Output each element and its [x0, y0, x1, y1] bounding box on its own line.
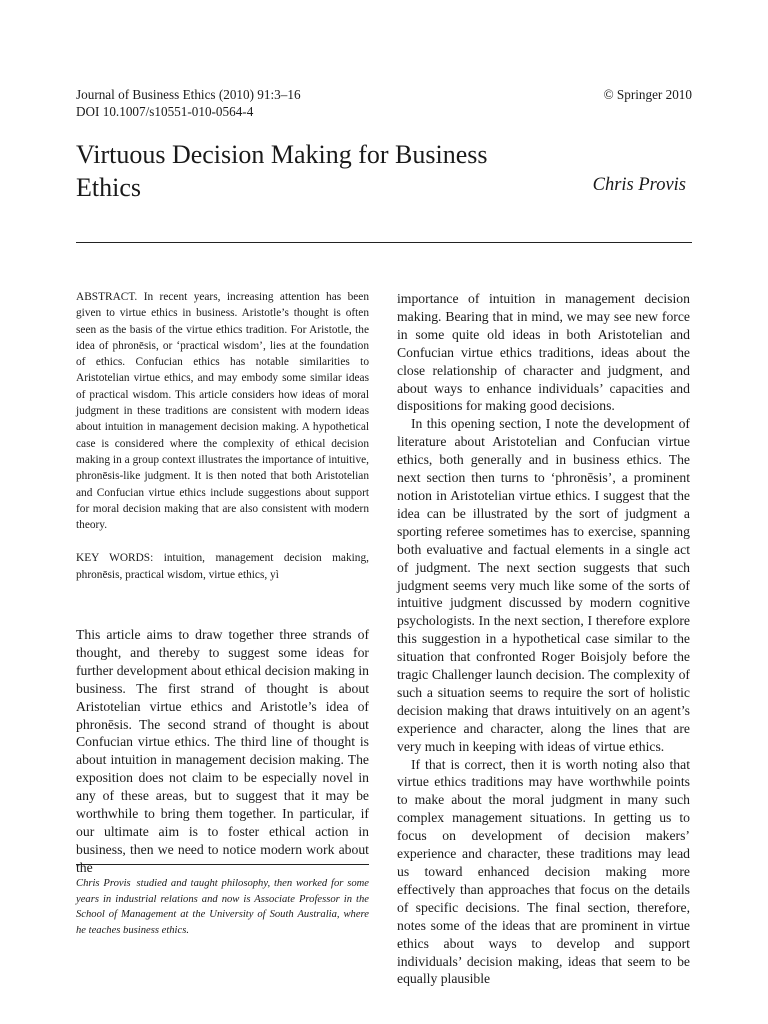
paragraph: This article aims to draw together three strands of thought, and thereby to suggest some ideas for further development about ethical decision making in business. The first strand of thought is about Aristotelian virtue ethics and Aristotle’s idea of phronēsis. The second strand of thought is about Confucian virtue ethics. The third line of thought is about intuition in management decision making. The exposition does not claim to be especially novel in any of these areas, but to suggest that it may be worthwhile to bring them together. In particular, if our ultimate aim is to foster ethical action in business, then we need to notice modern work about the — [76, 627, 369, 875]
article-title: Virtuous Decision Making for Business Ethics — [76, 140, 488, 202]
abstract — [76, 289, 369, 533]
copyright: © Springer 2010 — [603, 87, 692, 102]
citation-block — [76, 86, 301, 120]
keywords-label: KEY WORDS: — [76, 552, 154, 565]
abstract-label: ABSTRACT. — [76, 291, 138, 303]
footnote-text: studied and taught philosophy, then worked for some years in industrial relations and now is Associate Professor in the School of Management at the University of South Australia, where he teaches business ethics. — [76, 878, 369, 936]
keywords-text: intuition, management decision making, phronēsis, practical wisdom, virtue ethics, yì — [76, 552, 369, 581]
body-column-left — [76, 626, 369, 877]
journal-citation: Journal of Business Ethics (2010) 91:3–16 — [76, 87, 301, 102]
paragraph: In this opening section, I note the development of literature about Aristotelian and Confucian virtue ethics, both generally and in business ethics. The next section then turns to ‘phronēsis’, a prominent notion in Aristotelian virtue ethics. I suggest that the idea can be illustrated by the sort of judgment a sporting referee sometimes has to exercise, spanning both evaluative and factual elements in a single act of judgment. The next section suggests that such judgment seems very much like some of the sorts of intuitive judgment discussed by modern cognitive psychologists. In the next section, I therefore explore this suggestion in a hypothetical case similar to the situation that confronted Roger Boisjoly before the tragic Challenger launch decision. The complexity of such a situation seems to require the sort of holistic decision making that draws intuitively on an agent’s experience and character, along the lines that are very much in keeping with ideas of virtue ethics. — [397, 416, 690, 754]
body-column-right — [397, 290, 690, 988]
doi: DOI 10.1007/s10551-010-0564-4 — [76, 104, 254, 119]
abstract-text: In recent years, increasing attention has been given to virtue ethics in business. Aristotle’s thought is often seen as the basis of the virtue ethics tradition. For Aristotle, the idea of phronēsis, or ‘practical wisdom’, lies at the foundation of ethics. Confucian ethics has notable similarities to Aristotelian virtue ethics, and may embody some similar ideas of practical wisdom. This article considers how ideas of moral judgment in these traditions are consistent with modern ideas about intuition in management decision making. A hypothetical case is considered where the complexity of ethical decision making in a group context illustrates the importance of intuitive, phronēsis-like judgment. It is then noted that both Aristotelian and Confucian virtue ethics include suggestions about support for moral decision making that are also consistent with modern theory. — [76, 291, 369, 532]
footnote-author: Chris Provis — [76, 878, 131, 889]
footnote-rule — [76, 864, 369, 865]
abstract-block — [76, 289, 369, 583]
paragraph: If that is correct, then it is worth noting also that virtue ethics traditions may have worthwhile points to make about the moral judgment in many such complex management situations. In getting us to focus on development of decision makers’ experience and character, these traditions may lead us toward enhanced decision making more effectively than approaches that focus on the details of specific decisions. The final section, therefore, notes some of the ideas that are prominent in virtue ethics about ways to develop and support individuals’ decision making, ideas that seem to be equally plausible — [397, 756, 690, 987]
paragraph: importance of intuition in management decision making. Bearing that in mind, we may see new force in some quite old ideas in both Aristotelian and Confucian virtue ethics traditions, ideas about the close relationship of character and judgment, and about ways to enhance individuals’ capacities and dispositions for making good decisions. — [397, 291, 690, 414]
title-rule — [76, 242, 692, 243]
article-author: Chris Provis — [592, 175, 686, 195]
keywords — [76, 550, 369, 583]
author-footnote — [76, 876, 369, 938]
